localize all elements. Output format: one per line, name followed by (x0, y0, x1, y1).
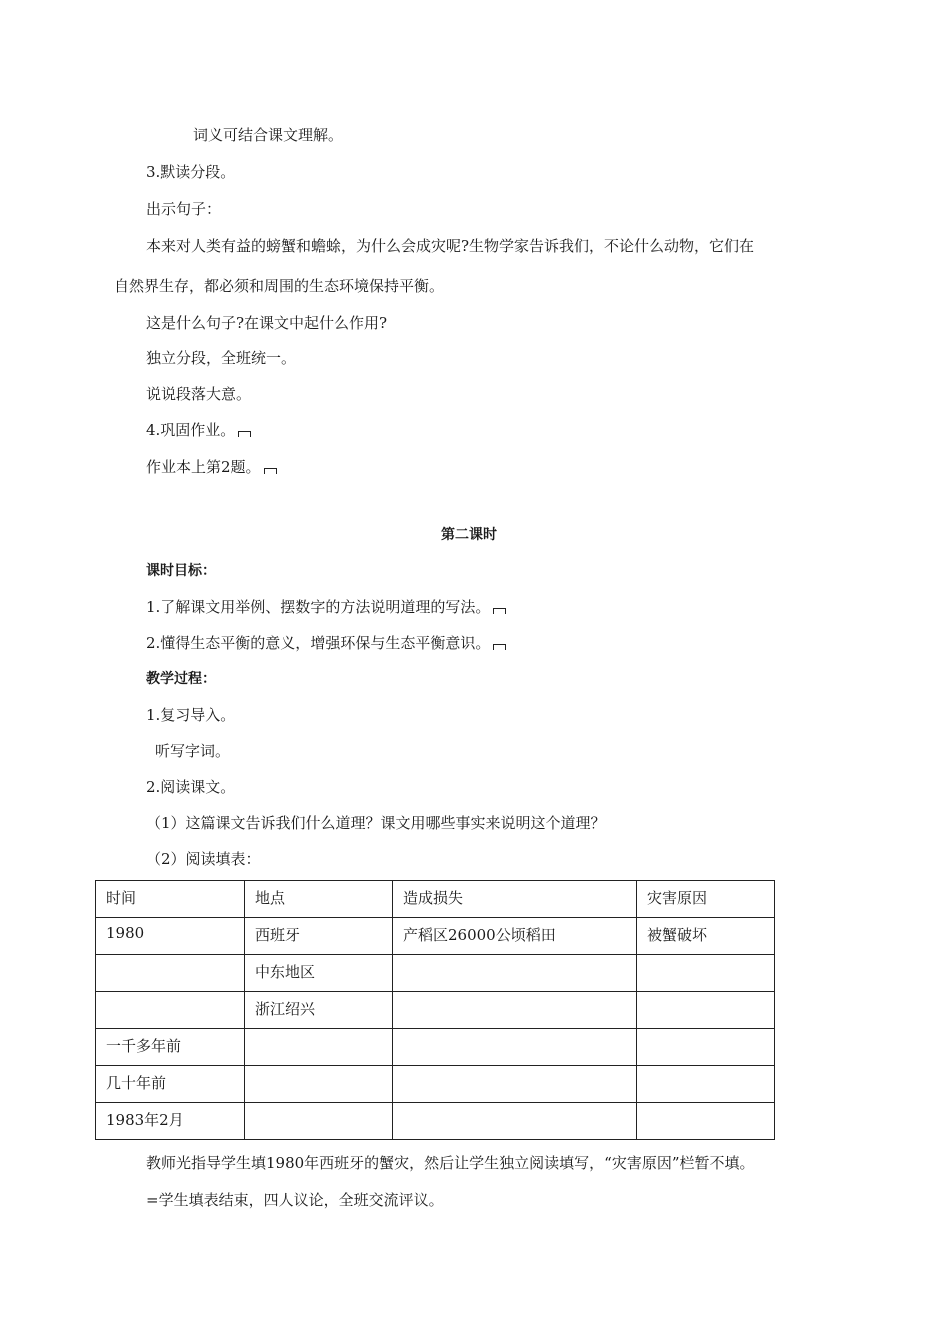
table-cell (637, 1029, 775, 1066)
table-cell (96, 955, 245, 992)
table-cell: 产稻区26000公顷稻田 (393, 918, 637, 955)
table-cell (393, 955, 637, 992)
edit-mark-icon (493, 644, 506, 650)
table-cell (637, 1066, 775, 1103)
table-cell: 1980 (96, 918, 245, 955)
step-item: （2）阅读填表： (146, 850, 261, 868)
table-cell (393, 1029, 637, 1066)
table-cell (96, 992, 245, 1029)
table-header-cell: 地点 (245, 881, 393, 918)
step-item: 2.阅读课文。 (146, 778, 236, 796)
table-header-row (96, 881, 775, 918)
table-row (96, 918, 775, 955)
edit-mark-icon (493, 608, 506, 614)
table-cell: 被蟹破坏 (637, 918, 775, 955)
table-cell: 一千多年前 (96, 1029, 245, 1066)
goal-item (146, 633, 506, 653)
goal-item (146, 597, 506, 617)
text-line: 说说段落大意。 (146, 385, 252, 403)
table-cell (393, 992, 637, 1029)
goal-label: 1.了解课文用举例、摆数字的方法说明道理的写法。 (146, 598, 491, 616)
table-header-cell: 造成损失 (393, 881, 637, 918)
step-item: 1.复习导入。 (146, 706, 236, 724)
table-cell: 中东地区 (245, 955, 393, 992)
text-line: 出示句子： (146, 200, 222, 218)
table-row (96, 1066, 775, 1103)
table-cell (245, 1029, 393, 1066)
table-cell: 浙江绍兴 (245, 992, 393, 1029)
table-row (96, 1103, 775, 1140)
step-item: 听写字词。 (155, 742, 231, 760)
table-header-cell: 时间 (96, 881, 245, 918)
text-line: 教师光指导学生填1980年西班牙的蟹灾，然后让学生独立阅读填写，“灾害原因”栏暂不填。 (146, 1154, 755, 1172)
edit-mark-icon (264, 468, 277, 474)
text-line (146, 420, 251, 440)
text-line: 这是什么句子?在课文中起什么作用? (146, 314, 388, 332)
process-heading: 教学过程： (146, 671, 216, 687)
text-line-label: 作业本上第2题。 (146, 458, 261, 476)
table-cell: 几十年前 (96, 1066, 245, 1103)
table-cell (245, 1066, 393, 1103)
goal-label: 2.懂得生态平衡的意义，增强环保与生态平衡意识。 (146, 634, 491, 652)
text-line: =学生填表结束，四人议论，全班交流评议。 (146, 1191, 444, 1209)
table-cell (637, 992, 775, 1029)
table-cell (637, 955, 775, 992)
text-line-label: 4.巩固作业。 (146, 421, 236, 439)
table-row (96, 1029, 775, 1066)
text-line: 词义可结合课文理解。 (193, 126, 344, 144)
fill-in-table (95, 880, 775, 1140)
table-cell: 西班牙 (245, 918, 393, 955)
table-row (96, 955, 775, 992)
text-line: 自然界生存，都必须和周围的生态环境保持平衡。 (114, 277, 445, 295)
table-cell (245, 1103, 393, 1140)
table-cell (393, 1066, 637, 1103)
text-line: 本来对人类有益的螃蟹和蟾蜍，为什么会成灾呢?生物学家告诉我们，不论什么动物，它们在 (146, 237, 755, 255)
text-line: 独立分段，全班统一。 (146, 349, 297, 367)
step-item: （1）这篇课文告诉我们什么道理？课文用哪些事实来说明这个道理？ (146, 814, 606, 832)
edit-mark-icon (238, 431, 251, 437)
section-title: 第二课时 (441, 527, 497, 543)
text-line (146, 457, 277, 477)
text-line: 3.默读分段。 (146, 163, 236, 181)
table-cell: 1983年2月 (96, 1103, 245, 1140)
table-header-cell: 灾害原因 (637, 881, 775, 918)
goals-heading: 课时目标： (146, 563, 216, 579)
table-row (96, 992, 775, 1029)
table-cell (393, 1103, 637, 1140)
table-cell (637, 1103, 775, 1140)
